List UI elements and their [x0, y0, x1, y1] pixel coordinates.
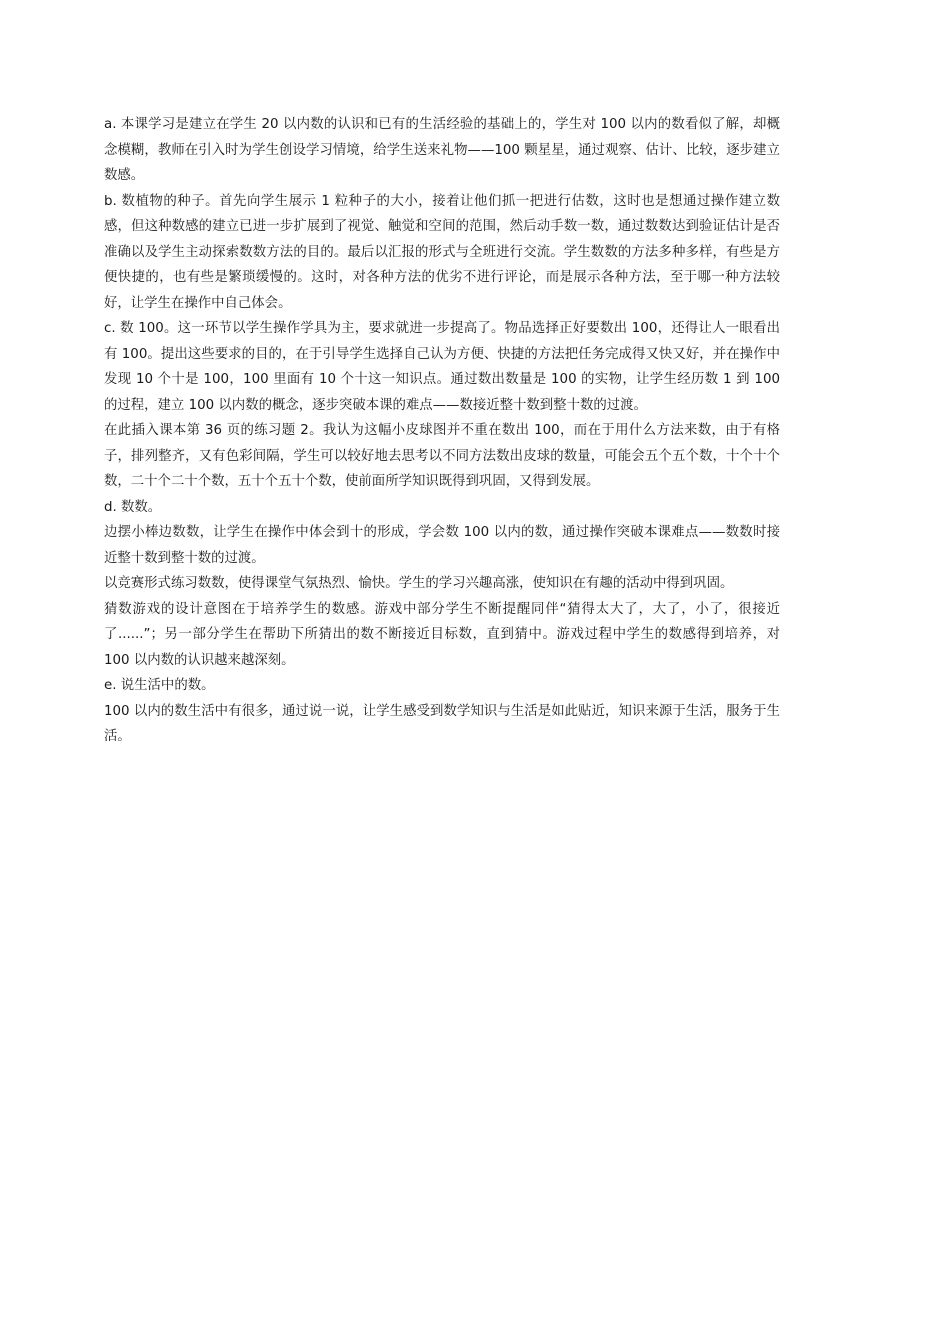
paragraph-e-heading: e. 说生活中的数。	[104, 678, 215, 693]
paragraph-competition: 以竞赛形式练习数数，使得课堂气氛热烈、愉快。学生的学习兴趣高涨，使知识在有趣的活动中得到巩固。	[104, 576, 734, 591]
paragraph-sticks-counting: 边摆小棒边数数，让学生在操作中体会到十的形成，学会数 100 以内的数，通过操作突破本课难点——数数时接近整十数到整十数的过渡。	[104, 525, 780, 566]
document-body	[104, 112, 780, 750]
paragraph-d-heading: d. 数数。	[104, 499, 162, 515]
paragraph-c-count-100: c. 数 100。这一环节以学生操作学具为主，要求就进一步提高了。物品选择正好要数出 100，还得让人一眼看出有 100。提出这些要求的目的，在于引导学生选择自己认为方便、快捷的方法把任务完成得又快又好，并在操作中发现 10 个十是 100，100 里面有 10 个十这一知识点。通过数出数量是 100 的实物，让学生经历数 1 到 100 的过程，建立 100 以内数的概念，逐步突破本课的难点——数接近整十数到整十数的过渡。	[104, 321, 780, 413]
paragraph-a-intro: a. 本课学习是建立在学生 20 以内数的认识和已有的生活经验的基础上的，学生对 100 以内的数看似了解，却概念模糊，教师在引入时为学生创设学习情境，给学生送来礼物——100 颗星星，通过观察、估计、比较，逐步建立数感。	[104, 117, 780, 183]
paragraph-life-numbers: 100 以内的数生活中有很多，通过说一说，让学生感受到数学知识与生活是如此贴近，知识来源于生活，服务于生活。	[104, 703, 780, 744]
paragraph-exercise-insert: 在此插入课本第 36 页的练习题 2。我认为这幅小皮球图并不重在数出 100，而在于用什么方法来数，由于有格子，排列整齐，又有色彩间隔，学生可以较好地去思考以不同方法数出皮球的数量，可能会五个五个数，十个十个数，二十个二十个数，五十个五十个数，使前面所学知识既得到巩固，又得到发展。	[104, 423, 780, 489]
paragraph-guessing-game: 猜数游戏的设计意图在于培养学生的数感。游戏中部分学生不断提醒同伴“猜得太大了，大了，小了，很接近了......”；另一部分学生在帮助下所猜出的数不断接近目标数，直到猜中。游戏过程中学生的数感得到培养，对 100 以内数的认识越来越深刻。	[104, 601, 780, 668]
paragraph-b-seeds: b. 数植物的种子。首先向学生展示 1 粒种子的大小，接着让他们抓一把进行估数，这时也是想通过操作建立数感，但这种数感的建立已进一步扩展到了视觉、触觉和空间的范围，然后动手数一数，通过数数达到验证估计是否准确以及学生主动探索数数方法的目的。最后以汇报的形式与全班进行交流。学生数数的方法多种多样，有些是方便快捷的，也有些是繁琐缓慢的。这时，对各种方法的优劣不进行评论，而是展示各种方法，至于哪一种方法较好，让学生在操作中自己体会。	[104, 193, 780, 311]
